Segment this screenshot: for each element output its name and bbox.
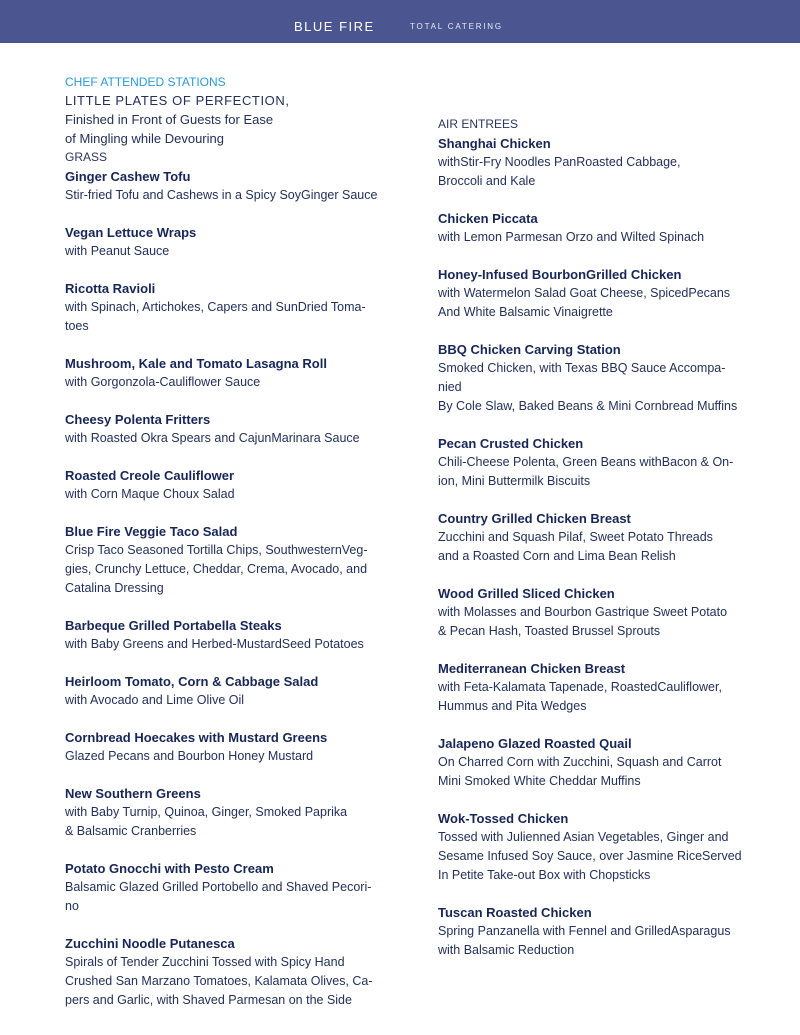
menu-item xyxy=(65,354,410,392)
menu-item-description: with Balsamic Reduction xyxy=(438,943,575,957)
menu-item xyxy=(438,134,768,191)
menu-item-description: nied xyxy=(438,380,462,394)
menu-item-description: & Pecan Hash, Toasted Brussel Sprouts xyxy=(438,624,661,638)
menu-item-description: and a Roasted Corn and Lima Bean Relish xyxy=(438,549,676,563)
menu-item-description: gies, Crunchy Lettuce, Cheddar, Crema, Avocado, and xyxy=(65,562,368,576)
menu-item xyxy=(65,934,410,1010)
menu-item-name: Zucchini Noodle Putanesca xyxy=(65,936,235,951)
menu-item-name: BBQ Chicken Carving Station xyxy=(438,342,621,357)
menu-item-description: Broccoli and Kale xyxy=(438,174,536,188)
menu-item-description: pers and Garlic, with Shaved Parmesan on the Side xyxy=(65,993,352,1007)
brand-tagline: TOTAL CATERING xyxy=(410,22,503,31)
menu-item-name: Ginger Cashew Tofu xyxy=(65,169,191,184)
menu-item-name: Mediterranean Chicken Breast xyxy=(438,661,626,676)
menu-item-description: with Baby Greens and Herbed-MustardSeed Potatoes xyxy=(65,637,364,651)
menu-item xyxy=(65,859,410,916)
menu-item xyxy=(438,809,768,885)
menu-item xyxy=(65,616,410,654)
menu-item-description: Catalina Dressing xyxy=(65,581,164,595)
menu-item xyxy=(65,279,410,336)
menu-item xyxy=(65,466,410,504)
menu-item-name: Mushroom, Kale and Tomato Lasagna Roll xyxy=(65,356,327,371)
left-menu-list xyxy=(65,167,410,1010)
menu-item xyxy=(438,340,768,416)
category-heading: AIR ENTREES xyxy=(438,117,519,131)
menu-item xyxy=(438,265,768,322)
menu-item-description: with Gorgonzola-Cauliflower Sauce xyxy=(65,375,261,389)
right-menu-list xyxy=(438,134,768,960)
header-bar xyxy=(0,0,800,43)
menu-item-description: Zucchini and Squash Pilaf, Sweet Potato Threads xyxy=(438,530,713,544)
right-column xyxy=(438,115,768,960)
menu-item-description: with Baby Turnip, Quinoa, Ginger, Smoked Paprika xyxy=(65,805,348,819)
menu-item-description: with Spinach, Artichokes, Capers and SunDried Toma- xyxy=(65,300,366,314)
menu-item-name: Heirloom Tomato, Corn & Cabbage Salad xyxy=(65,674,319,689)
menu-item-description: no xyxy=(65,899,79,913)
menu-item-description: Spirals of Tender Zucchini Tossed with Spicy Hand xyxy=(65,955,345,969)
menu-item-name: Wood Grilled Sliced Chicken xyxy=(438,586,615,601)
menu-item-description: ion, Mini Buttermilk Biscuits xyxy=(438,474,591,488)
menu-item-name: New Southern Greens xyxy=(65,786,201,801)
menu-item-name: Cheesy Polenta Fritters xyxy=(65,412,211,427)
menu-item xyxy=(65,672,410,710)
menu-item-name: Cornbread Hoecakes with Mustard Greens xyxy=(65,730,328,745)
menu-item-name: Potato Gnocchi with Pesto Cream xyxy=(65,861,274,876)
menu-item xyxy=(438,434,768,491)
menu-item xyxy=(65,522,410,598)
menu-item-name: Shanghai Chicken xyxy=(438,136,551,151)
menu-item-name: Chicken Piccata xyxy=(438,211,538,226)
section-title: CHEF ATTENDED STATIONS xyxy=(65,75,226,89)
menu-item-description: Spring Panzanella with Fennel and GrilledAsparagus xyxy=(438,924,731,938)
menu-item xyxy=(65,410,410,448)
menu-item-description: with Peanut Sauce xyxy=(65,244,170,258)
menu-item-name: Blue Fire Veggie Taco Salad xyxy=(65,524,238,539)
menu-item-name: Honey-Infused BourbonGrilled Chicken xyxy=(438,267,682,282)
menu-item-description: with Corn Maque Choux Salad xyxy=(65,487,235,501)
menu-item-name: Barbeque Grilled Portabella Steaks xyxy=(65,618,282,633)
menu-item-description: toes xyxy=(65,319,89,333)
menu-item xyxy=(438,734,768,791)
menu-item-description: Smoked Chicken, with Texas BBQ Sauce Accompa- xyxy=(438,361,726,375)
menu-item-description: Tossed with Julienned Asian Vegetables, Ginger and xyxy=(438,830,729,844)
menu-item-name: Wok-Tossed Chicken xyxy=(438,811,569,826)
menu-item-description: In Petite Take-out Box with Chopsticks xyxy=(438,868,651,882)
menu-item-description: Glazed Pecans and Bourbon Honey Mustard xyxy=(65,749,314,763)
menu-item-description: Crushed San Marzano Tomatoes, Kalamata Olives, Ca- xyxy=(65,974,373,988)
menu-item-name: Roasted Creole Cauliflower xyxy=(65,468,235,483)
menu-item-name: Tuscan Roasted Chicken xyxy=(438,905,592,920)
intro-line: LITTLE PLATES OF PERFECTION, xyxy=(65,93,290,108)
menu-item-description: with Avocado and Lime Olive Oil xyxy=(65,693,245,707)
menu-item-description: By Cole Slaw, Baked Beans & Mini Cornbread Muffins xyxy=(438,399,738,413)
menu-item-description: Stir-fried Tofu and Cashews in a Spicy SoyGinger Sauce xyxy=(65,188,378,202)
menu-item-description: & Balsamic Cranberries xyxy=(65,824,197,838)
menu-item-description: Mini Smoked White Cheddar Muffins xyxy=(438,774,641,788)
menu-item xyxy=(438,584,768,641)
menu-item xyxy=(65,223,410,261)
menu-item-description: Chili-Cheese Polenta, Green Beans withBacon & On- xyxy=(438,455,734,469)
menu-item-description: withStir-Fry Noodles PanRoasted Cabbage, xyxy=(438,155,681,169)
menu-item xyxy=(65,784,410,841)
intro-line: Finished in Front of Guests for Ease xyxy=(65,112,274,127)
menu-item-description: And White Balsamic Vinaigrette xyxy=(438,305,613,319)
menu-item-description: On Charred Corn with Zucchini, Squash and Carrot xyxy=(438,755,722,769)
left-column xyxy=(65,74,410,1010)
menu-item-description: with Lemon Parmesan Orzo and Wilted Spinach xyxy=(438,230,705,244)
menu-item xyxy=(65,167,410,205)
menu-item-description: with Molasses and Bourbon Gastrique Sweet Potato xyxy=(438,605,728,619)
menu-item-name: Ricotta Ravioli xyxy=(65,281,156,296)
menu-item xyxy=(438,659,768,716)
intro-line: of Mingling while Devouring xyxy=(65,131,224,146)
menu-item-description: Crisp Taco Seasoned Tortilla Chips, SouthwesternVeg- xyxy=(65,543,368,557)
menu-item xyxy=(438,903,768,960)
menu-item xyxy=(438,509,768,566)
menu-item-description: Balsamic Glazed Grilled Portobello and Shaved Pecori- xyxy=(65,880,372,894)
menu-item xyxy=(438,209,768,247)
brand-name: BLUE FIRE xyxy=(294,19,375,34)
category-heading: GRASS xyxy=(65,150,108,164)
menu-item-description: Sesame Infused Soy Sauce, over Jasmine RiceServed xyxy=(438,849,742,863)
menu-item xyxy=(65,728,410,766)
menu-item-description: with Watermelon Salad Goat Cheese, SpicedPecans xyxy=(438,286,731,300)
menu-item-name: Country Grilled Chicken Breast xyxy=(438,511,631,526)
menu-item-name: Jalapeno Glazed Roasted Quail xyxy=(438,736,632,751)
menu-item-description: with Feta-Kalamata Tapenade, RoastedCauliflower, xyxy=(438,680,722,694)
menu-item-description: with Roasted Okra Spears and CajunMarinara Sauce xyxy=(65,431,360,445)
menu-item-name: Pecan Crusted Chicken xyxy=(438,436,584,451)
menu-item-description: Hummus and Pita Wedges xyxy=(438,699,587,713)
menu-item-name: Vegan Lettuce Wraps xyxy=(65,225,197,240)
intro-block xyxy=(65,91,410,148)
